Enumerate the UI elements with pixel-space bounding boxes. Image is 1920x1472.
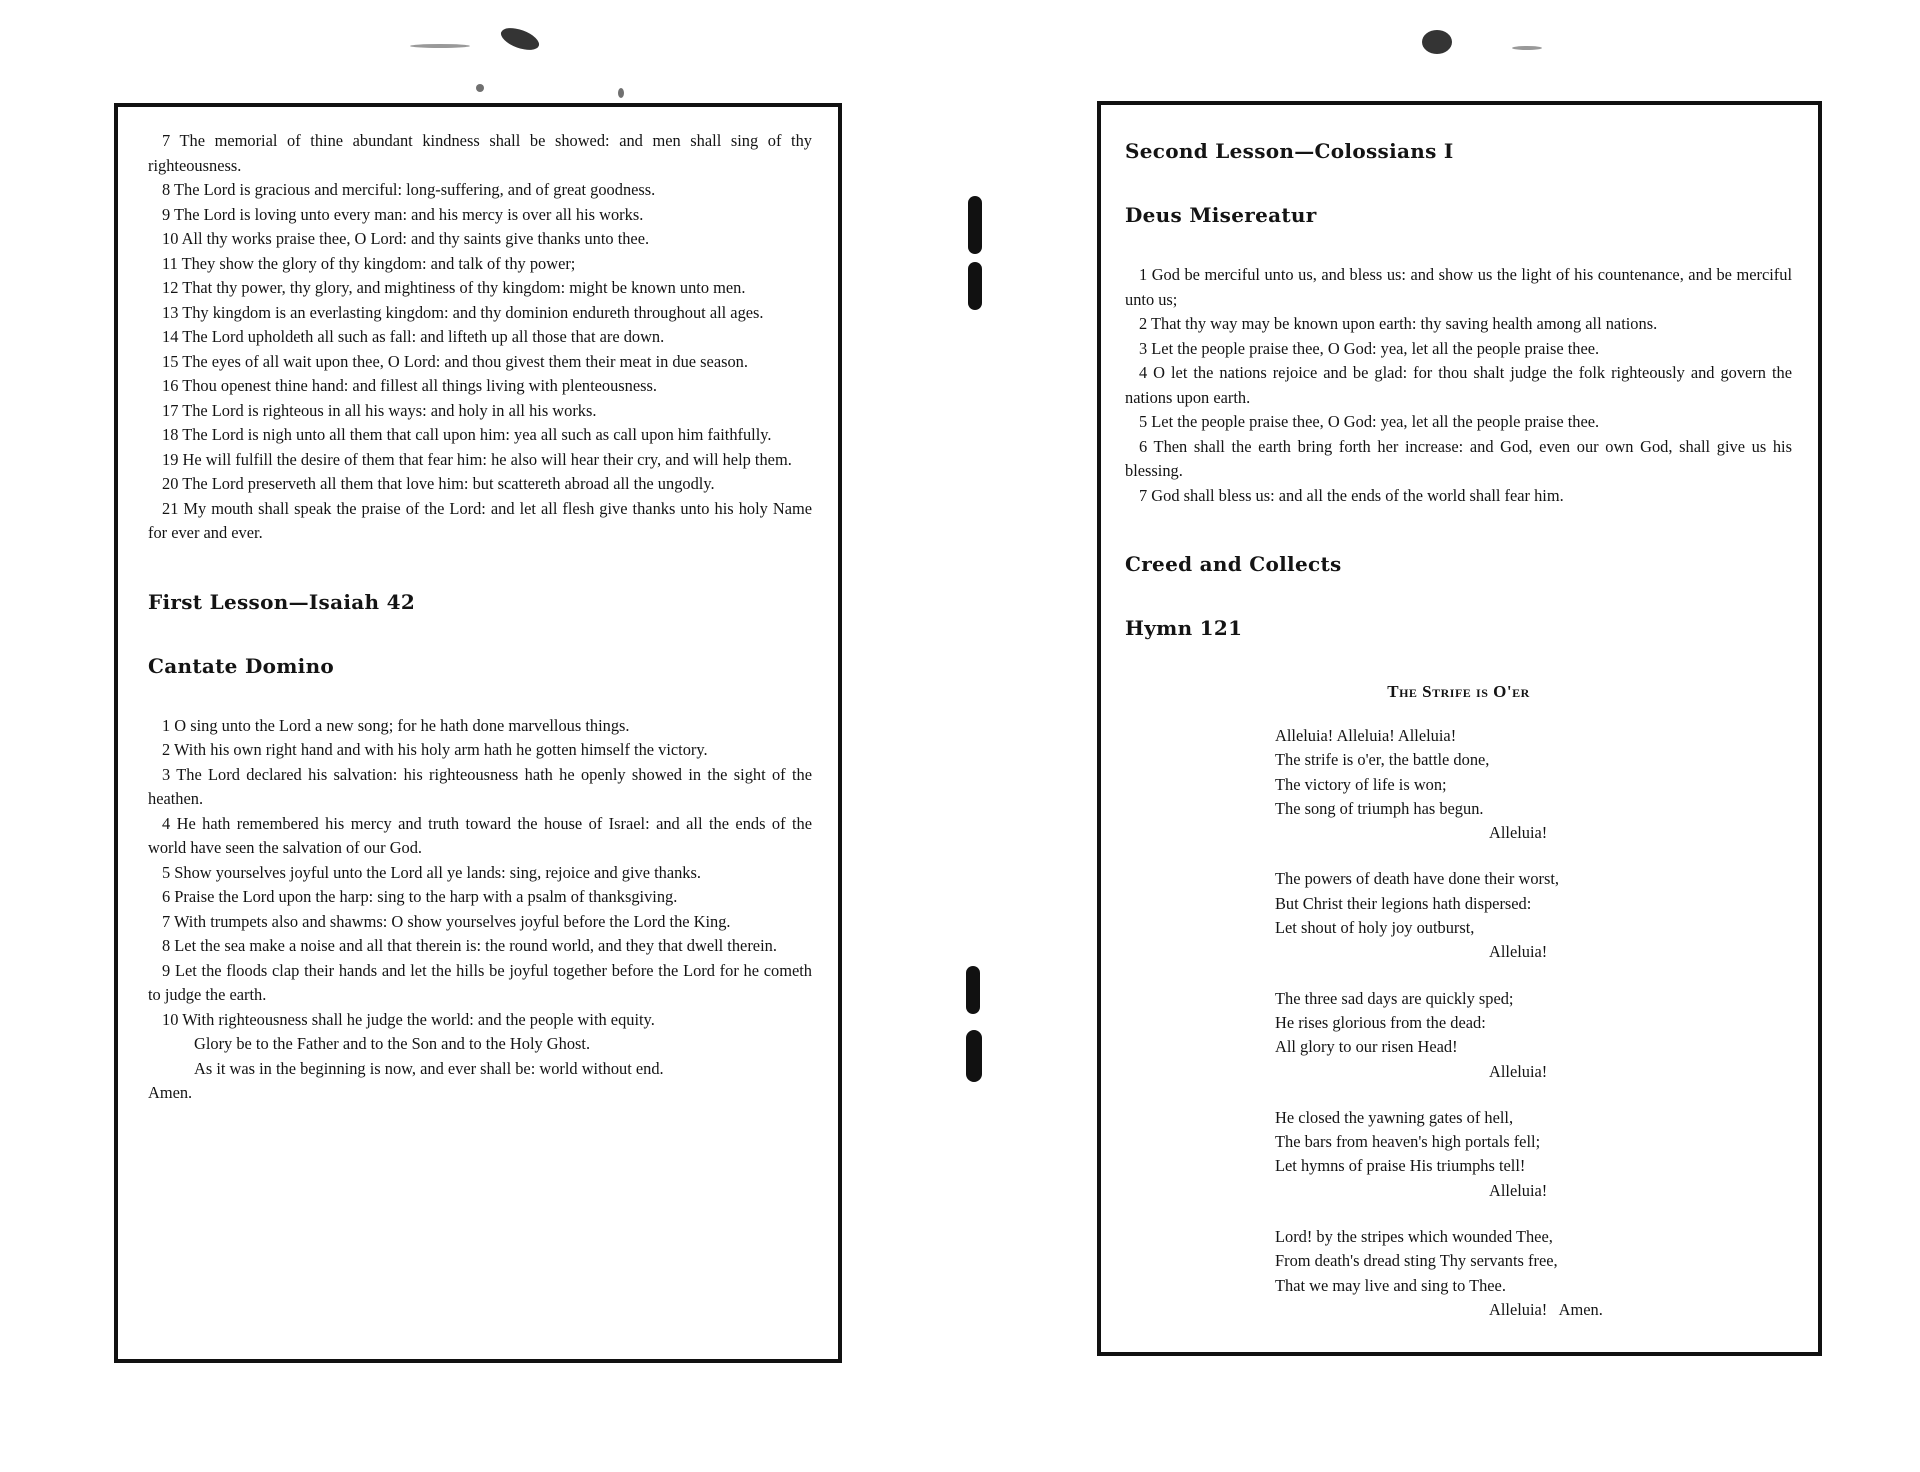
psalm-verse: 11 They show the glory of thy kingdom: and talk of thy power; (162, 253, 576, 273)
psalm-verse: 19 He will fulfill the desire of them that fear him: he also will hear their cry, and will help them. (162, 449, 792, 469)
hymn-heading: Hymn 121 (1125, 616, 1243, 640)
hymn-line: Alleluia! Alleluia! Alleluia! (1275, 726, 1457, 745)
cantate-verse: 4 He hath remembered his mercy and truth toward the house of Israel: and all the ends of the world have seen the salvation of our God. (148, 813, 812, 857)
cantate-verse: 6 Praise the Lord upon the harp: sing to the harp with a psalm of thanksgiving. (162, 887, 678, 906)
deus-verse: 1 God be merciful unto us, and bless us: and show us the light of his countenance, and be merciful unto us; (1125, 265, 1792, 309)
hymn-line: The victory of life is won; (1275, 774, 1447, 794)
psalm-verses (148, 129, 812, 546)
ink-speck (1512, 46, 1542, 50)
hymn-line: From death's dread sting Thy servants free, (1275, 1251, 1558, 1271)
cantate-verses (148, 714, 812, 1106)
gloria-line: As it was in the beginning is now, and ever shall be: world without end. (194, 1058, 664, 1078)
hymn-line: The strife is o'er, the battle done, (1275, 750, 1490, 770)
cantate-verse: 9 Let the floods clap their hands and let the hills be joyful together before the Lord for he cometh to judge the earth. (148, 960, 812, 1004)
cantate-verse: 8 Let the sea make a noise and all that therein is: the round world, and they that dwell therein. (162, 936, 777, 955)
deus-verses (1125, 263, 1792, 508)
gloria-line: Glory be to the Father and to the Son and to the Holy Ghost. (194, 1034, 591, 1053)
hymn-stanza (1275, 867, 1792, 964)
hymn-refrain: Alleluia! (1489, 942, 1548, 962)
hymn-refrain: Alleluia! (1489, 823, 1548, 843)
psalm-verse: 15 The eyes of all wait upon thee, O Lord: and thou givest them their meat in due season. (162, 351, 748, 371)
psalm-verse: 7 The memorial of thine abundant kindness shall be showed: and men shall sing of thy righteousness. (148, 131, 812, 175)
cantate-verse: 5 Show yourselves joyful unto the Lord all ye lands: sing, rejoice and give thanks. (162, 862, 701, 882)
hymn-line: But Christ their legions hath dispersed: (1275, 893, 1532, 913)
cantate-verse: 3 The Lord declared his salvation: his righteousness hath he openly showed in the sight of the heathen. (148, 764, 812, 808)
hymn-line: He closed the yawning gates of hell, (1275, 1107, 1514, 1127)
psalm-verse: 10 All thy works praise thee, O Lord: and thy saints give thanks unto thee. (162, 229, 650, 248)
psalm-verse: 18 The Lord is nigh unto all them that call upon him: yea all such as call upon him faithfully. (162, 425, 772, 444)
deus-verse: 3 Let the people praise thee, O God: yea, let all the people praise thee. (1139, 338, 1600, 358)
hymn-stanza (1275, 987, 1792, 1084)
psalm-verse: 13 Thy kingdom is an everlasting kingdom: and thy dominion endureth throughout all ages. (162, 302, 764, 322)
hymn-line: He rises glorious from the dead: (1275, 1012, 1486, 1032)
deus-verse: 2 That thy way may be known upon earth: thy saving health among all nations. (1139, 314, 1658, 333)
hymn-title: The Strife is O'er (1387, 682, 1530, 701)
cantate-verse: 2 With his own right hand and with his holy arm hath he gotten himself the victory. (162, 740, 708, 759)
hymn-refrain: Alleluia! (1489, 1061, 1548, 1081)
psalm-verse: 16 Thou openest thine hand: and fillest all things living with plenteousness. (162, 376, 658, 395)
psalm-verse: 21 My mouth shall speak the praise of the Lord: and let all flesh give thanks unto his holy Name for ever and ever. (148, 498, 812, 542)
binding-mark (968, 196, 982, 254)
ink-blot (498, 24, 542, 55)
psalm-verse: 12 That thy power, thy glory, and mightiness of thy kingdom: might be known unto men. (162, 278, 746, 297)
left-page (114, 103, 842, 1363)
hymn-line: The bars from heaven's high portals fell; (1275, 1132, 1541, 1152)
cantate-verse: 7 With trumpets also and shawms: O show yourselves joyful before the Lord the King. (162, 911, 731, 931)
ink-speck (618, 88, 624, 98)
deus-verse: 7 God shall bless us: and all the ends of the world shall fear him. (1139, 485, 1564, 505)
psalm-verse: 17 The Lord is righteous in all his ways: and holy in all his works. (162, 400, 597, 420)
hymn-line: The three sad days are quickly sped; (1275, 988, 1514, 1008)
binding-mark (968, 262, 982, 310)
psalm-verse: 8 The Lord is gracious and merciful: long-suffering, and of great goodness. (162, 180, 656, 199)
hymn-line: The song of triumph has begun. (1275, 798, 1484, 818)
cantate-heading: Cantate Domino (148, 653, 335, 678)
binding-mark (966, 1030, 982, 1082)
psalm-verse: 20 The Lord preserveth all them that love him: but scattereth abroad all the ungodly. (162, 474, 715, 493)
hymn-stanza (1275, 1225, 1792, 1322)
hymn-line: Let hymns of praise His triumphs tell! (1275, 1156, 1526, 1176)
binding-mark (966, 966, 980, 1014)
ink-speck (410, 44, 470, 48)
deus-heading: Deus Misereatur (1125, 203, 1317, 227)
hymn-line: Lord! by the stripes which wounded Thee, (1275, 1227, 1553, 1247)
creed-heading: Creed and Collects (1125, 552, 1342, 576)
psalm-verse: 14 The Lord upholdeth all such as fall: and lifteth up all those that are down. (162, 327, 665, 346)
gloria-amen: Amen. (148, 1083, 193, 1102)
hymn-line: Let shout of holy joy outburst, (1275, 918, 1475, 938)
hymn-line: That we may live and sing to Thee. (1275, 1275, 1506, 1295)
hymn-stanza (1275, 724, 1792, 845)
hymn-stanza (1275, 1106, 1792, 1203)
deus-verse: 5 Let the people praise thee, O God: yea, let all the people praise thee. (1139, 412, 1600, 431)
deus-verse: 4 O let the nations rejoice and be glad: for thou shalt judge the folk righteously and govern the nations upon earth. (1125, 363, 1792, 407)
psalm-verse: 9 The Lord is loving unto every man: and his mercy is over all his works. (162, 204, 644, 224)
hymn-line: All glory to our risen Head! (1275, 1037, 1458, 1057)
hymn-refrain: Alleluia! (1489, 1180, 1548, 1200)
hymn-refrain: Alleluia! Amen. (1489, 1299, 1603, 1319)
cantate-verse: 10 With righteousness shall he judge the world: and the people with equity. (162, 1009, 655, 1029)
right-page (1097, 101, 1822, 1356)
cantate-verse: 1 O sing unto the Lord a new song; for he hath done marvellous things. (162, 715, 630, 735)
second-lesson-heading: Second Lesson—Colossians I (1125, 139, 1454, 163)
first-lesson-heading: First Lesson—Isaiah 42 (148, 589, 416, 614)
ink-blot (1422, 30, 1452, 54)
deus-verse: 6 Then shall the earth bring forth her increase: and God, even our own God, shall give us his blessing. (1125, 436, 1792, 480)
ink-speck (476, 84, 484, 92)
hymn-line: The powers of death have done their worst, (1275, 869, 1560, 889)
